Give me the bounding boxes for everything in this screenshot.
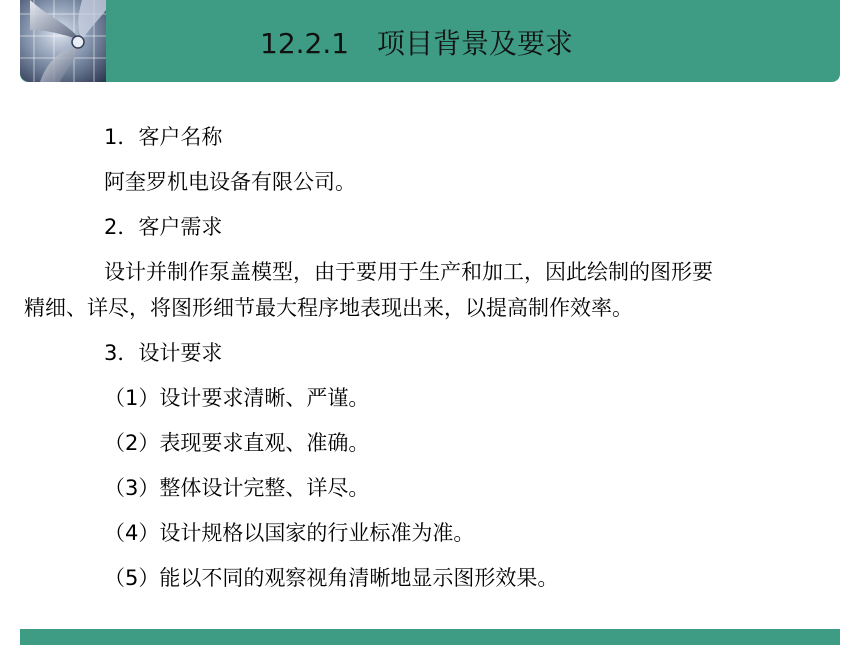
requirement-item: （5）能以不同的观察视角清晰地显示图形效果。 (104, 566, 559, 590)
client-needs-line-2: 精细、详尽，将图形细节最大程序地表现出来，以提高制作效率。 (24, 296, 633, 320)
requirement-item: （1）设计要求清晰、严谨。 (104, 386, 370, 410)
client-needs-line-1: 设计并制作泵盖模型，由于要用于生产和加工，因此绘制的图形要 (104, 260, 713, 284)
pump-model-graphic (20, 0, 106, 82)
requirement-item: （3）整体设计完整、详尽。 (104, 476, 370, 500)
client-name-text: 阿奎罗机电设备有限公司。 (104, 170, 356, 194)
footer-bar (20, 629, 840, 645)
requirement-item: （2）表现要求直观、准确。 (104, 431, 370, 455)
heading-client-name: 1．客户名称 (104, 125, 223, 149)
requirement-item: （4）设计规格以国家的行业标准为准。 (104, 521, 475, 545)
page-title: 12.2.1 项目背景及要求 (260, 27, 574, 60)
heading-design-requirements: 3．设计要求 (104, 341, 223, 365)
pump-model-image (20, 0, 106, 82)
heading-client-needs: 2．客户需求 (104, 215, 223, 239)
